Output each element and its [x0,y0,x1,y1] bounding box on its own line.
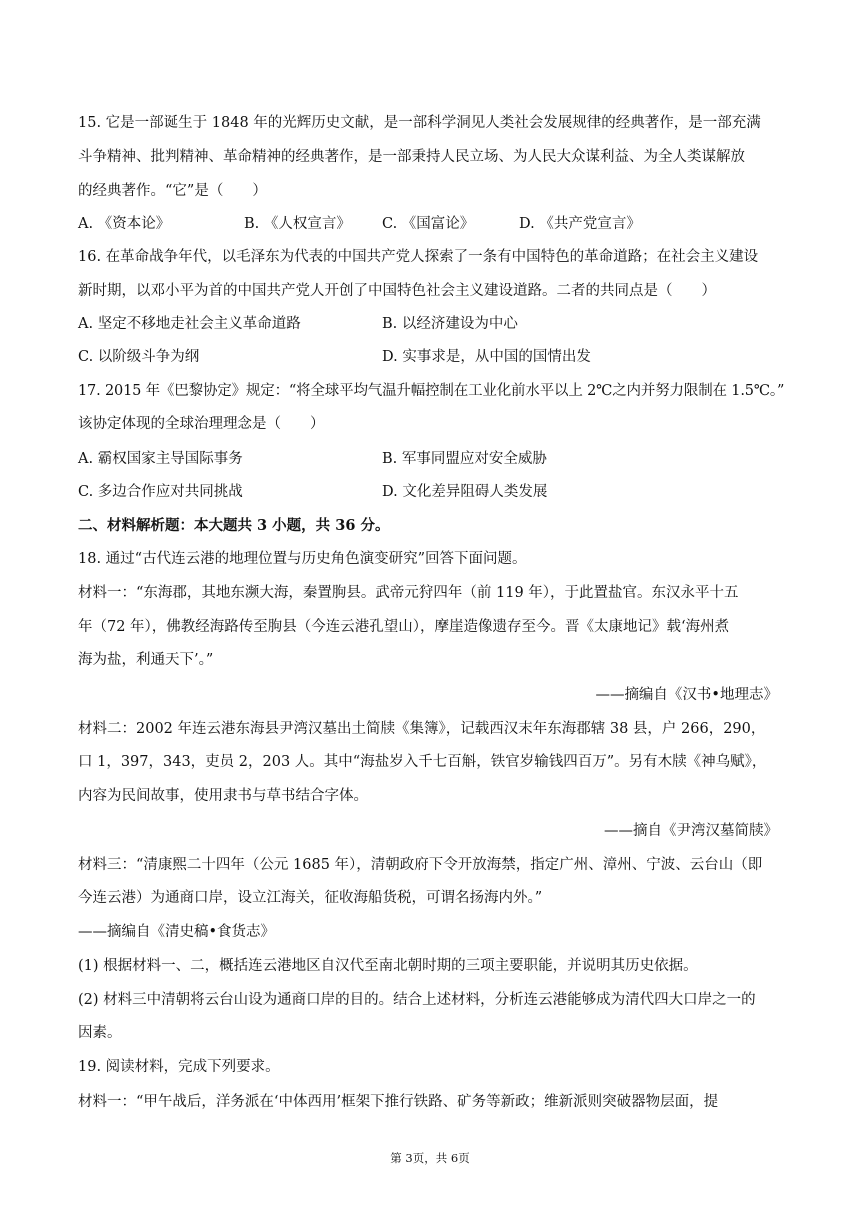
q18-sub-question-2-line-1: (2) 材料三中清朝将云台山设为通商口岸的目的。结合上述材料，分析连云港能够成为清代四大口岸之一的 [78,992,756,1008]
q19-material-1-line-1: 材料一：“甲午战后，洋务派在‘中体西用’框架下推行铁路、矿务等新政；维新派则突破器物层面，提 [78,1094,719,1110]
q17-option-d: D. 文化差异阻碍人类发展 [382,484,548,500]
q16-line-1: 16. 在革命战争年代，以毛泽东为代表的中国共产党人探索了一条有中国特色的革命道路；在社会主义建设 [78,249,759,265]
q18-material-2-source: ——摘自《尹湾汉墓简牍》 [604,823,778,839]
q18-sub-question-2-line-2: 因素。 [78,1025,122,1041]
q16-line-2: 新时期，以邓小平为首的中国共产党人开创了中国特色社会主义建设道路。二者的共同点是（ ） [78,283,716,299]
q18-material-1-line-3: 海为盐，利通天下’。” [78,652,214,668]
q15-option-a: A. 《资本论》 [78,216,171,232]
q15-option-d: D. 《共产党宣言》 [519,216,641,232]
q15-option-b: B. 《人权宣言》 [244,216,351,232]
q15-line-3: 的经典著作。“它”是（ ） [78,183,267,199]
q17-line-2: 该协定体现的全球治理理念是（ ） [78,416,325,432]
page-footer: 第 3页，共 6页 [390,1151,470,1165]
section-2-heading: 二、材料解析题：本大题共 3 小题，共 36 分。 [78,517,390,534]
q18-material-1-line-1: 材料一：“东海郡，其地东濒大海，秦置朐县。武帝元狩四年（前 119 年），于此置盐官。东汉永平十五 [78,585,739,601]
q18-material-1-line-2: 年（72 年），佛教经海路传至朐县（今连云港孔望山），摩崖造像遗存至今。晋《太康地记》载‘海州煮 [78,619,730,635]
q15-option-c: C. 《国富论》 [382,216,475,232]
q18-material-2-line-2: 口 1，397，343，吏员 2，203 人。其中“海盐岁入千七百斛，铁官岁输钱四百万”。另有木牍《神乌赋》， [78,754,767,770]
q18-material-3-line-1: 材料三：“清康熙二十四年（公元 1685 年），清朝政府下令开放海禁，指定广州、漳州、宁波、云台山（即 [78,857,763,873]
q15-line-2: 斗争精神、批判精神、革命精神的经典著作，是一部秉持人民立场、为人民大众谋利益、为全人类谋解放 [78,149,745,165]
q18-material-3-source: ——摘编自《清史稿•食货志》 [78,924,276,940]
q16-option-d: D. 实事求是，从中国的国情出发 [382,349,591,365]
q18-material-2-line-3: 内容为民间故事，使用隶书与草书结合字体。 [78,788,368,804]
q18-stem: 18. 通过“古代连云港的地理位置与历史角色演变研究”回答下面问题。 [78,551,527,567]
q18-material-2-line-1: 材料二：2002 年连云港东海县尹湾汉墓出土简牍《集簿》，记载西汉末年东海郡辖 38 县，户 266，290， [78,721,766,737]
q17-option-a: A. 霸权国家主导国际事务 [78,451,243,467]
q18-material-1-source: ——摘编自《汉书•地理志》 [595,687,778,703]
q19-stem: 19. 阅读材料，完成下列要求。 [78,1059,280,1075]
q15-line-1: 15. 它是一部诞生于 1848 年的光辉历史文献，是一部科学洞见人类社会发展规律的经典著作，是一部充满 [78,115,761,131]
q16-option-b: B. 以经济建设为中心 [382,316,518,332]
q17-option-c: C. 多边合作应对共同挑战 [78,484,243,500]
q17-line-1: 17. 2015 年《巴黎协定》规定：“将全球平均气温升幅控制在工业化前水平以上 2℃之内并努力限制在 1.5℃。” [78,383,785,399]
q16-option-a: A. 坚定不移地走社会主义革命道路 [78,316,301,332]
q18-sub-question-1: (1) 根据材料一、二，概括连云港地区自汉代至南北朝时期的三项主要职能，并说明其历史依据。 [78,958,698,974]
q18-material-3-line-2: 今连云港）为通商口岸，设立江海关，征收海船货税，可谓名扬海内外。” [78,890,543,906]
q16-option-c: C. 以阶级斗争为纲 [78,349,200,365]
q17-option-b: B. 军事同盟应对安全威胁 [382,451,547,467]
